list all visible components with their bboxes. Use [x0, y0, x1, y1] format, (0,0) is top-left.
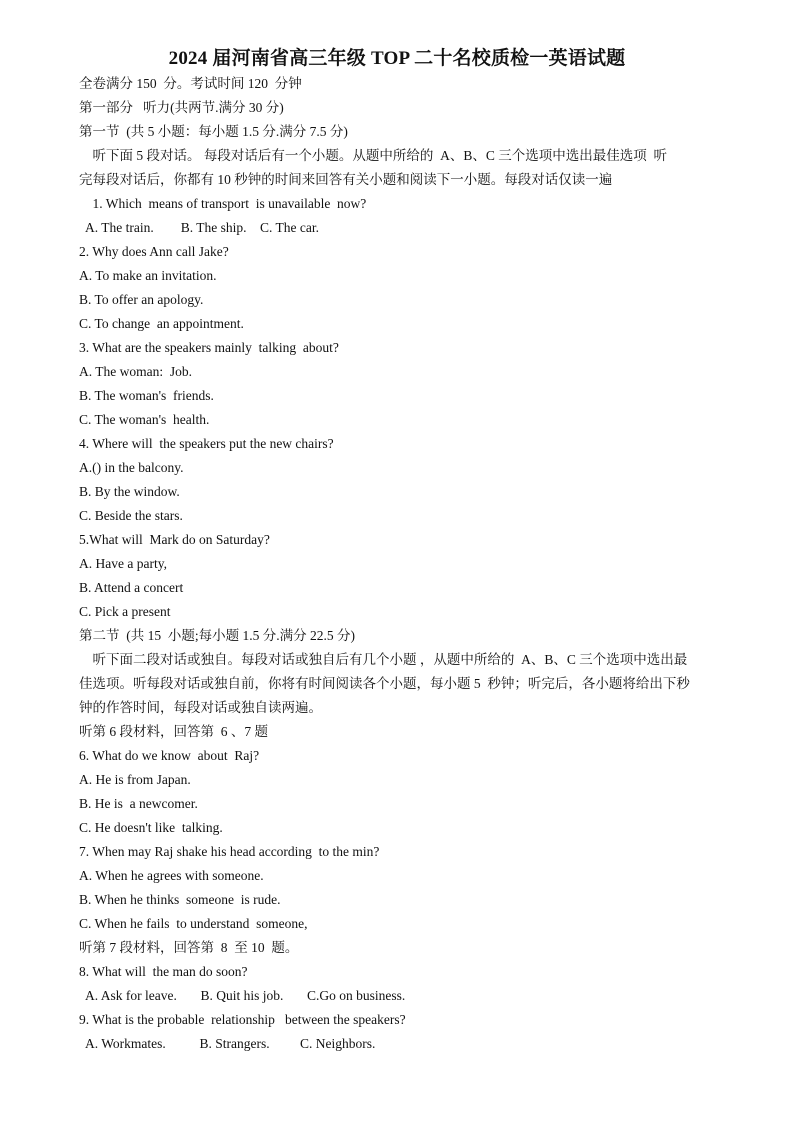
text-line: A. The woman: Job. [79, 364, 192, 379]
text-line: 7. When may Raj shake his head according to the min? [79, 844, 380, 859]
text-line: 3. What are the speakers mainly talking about? [79, 340, 339, 355]
text-line: 8. What will the man do soon? [79, 964, 248, 979]
text-line: A. Ask for leave. B. Quit his job. C.Go on business. [79, 988, 406, 1003]
text-line: A. When he agrees with someone. [79, 868, 264, 883]
text-line: A. Workmates. B. Strangers. C. Neighbors. [79, 1036, 376, 1051]
text-line: 听第 6 段材料，回答第 6 、7 题 [79, 724, 268, 739]
text-line: 听下面 5 段对话。 每段对话后有一个小题。从题中所给的 A、B、C 三个选项中选出最佳选项 听 [79, 148, 668, 163]
text-line: 5.What will Mark do on Saturday? [79, 532, 270, 547]
text-line: B. To offer an apology. [79, 292, 204, 307]
text-line: B. When he thinks someone is rude. [79, 892, 281, 907]
text-line: A. The train. B. The ship. C. The car. [79, 220, 319, 235]
text-line: B. Attend a concert [79, 580, 184, 595]
text-line: 2. Why does Ann call Jake? [79, 244, 229, 259]
text-line: A. To make an invitation. [79, 268, 217, 283]
page-title: 2024 届河南省高三年级 TOP 二十名校质检一英语试题 [168, 48, 626, 69]
text-line: C. When he fails to understand someone, [79, 916, 308, 931]
text-line: B. He is a newcomer. [79, 796, 198, 811]
text-line: 9. What is the probable relationship between the speakers? [79, 1012, 406, 1027]
text-line: 钟的作答时间，每段对话或独自读两遍。 [79, 700, 322, 715]
text-line: 1. Which means of transport is unavailable now? [79, 196, 367, 211]
text-line: 第一节 (共 5 小题：每小题 1.5 分.满分 7.5 分) [79, 124, 348, 139]
text-line: A. Have a party, [79, 556, 167, 571]
text-line: 第一部分 听力(共两节.满分 30 分) [79, 100, 284, 115]
text-line: C. He doesn't like talking. [79, 820, 223, 835]
text-line: 听第 7 段材料，回答第 8 至 10 题。 [79, 940, 299, 955]
text-line: 全卷满分 150 分。考试时间 120 分钟 [79, 76, 302, 91]
text-line: C. The woman's health. [79, 412, 210, 427]
text-line: A. He is from Japan. [79, 772, 191, 787]
text-line: A.() in the balcony. [79, 460, 184, 475]
text-line: 第二节 (共 15 小题;每小题 1.5 分.满分 22.5 分) [79, 628, 355, 643]
text-line: C. Pick a present [79, 604, 171, 619]
text-line: 6. What do we know about Raj? [79, 748, 260, 763]
text-line: 4. Where will the speakers put the new chairs? [79, 436, 334, 451]
text-line: 听下面二段对话或独自。每段对话或独自后有几个小题 ，从题中所给的 A、B、C 三个选项中选出最 [79, 652, 688, 667]
text-line: C. To change an appointment. [79, 316, 244, 331]
text-line: B. By the window. [79, 484, 180, 499]
text-line: C. Beside the stars. [79, 508, 183, 523]
text-line: B. The woman's friends. [79, 388, 214, 403]
text-line: 佳选项。听每段对话或独自前，你将有时间阅读各个小题，每小题 5 秒钟；听完后，各小题将给出下秒 [79, 676, 690, 691]
text-line: 完每段对话后，你都有 10 秒钟的时间来回答有关小题和阅读下一小题。每段对话仅读一遍 [79, 172, 613, 187]
